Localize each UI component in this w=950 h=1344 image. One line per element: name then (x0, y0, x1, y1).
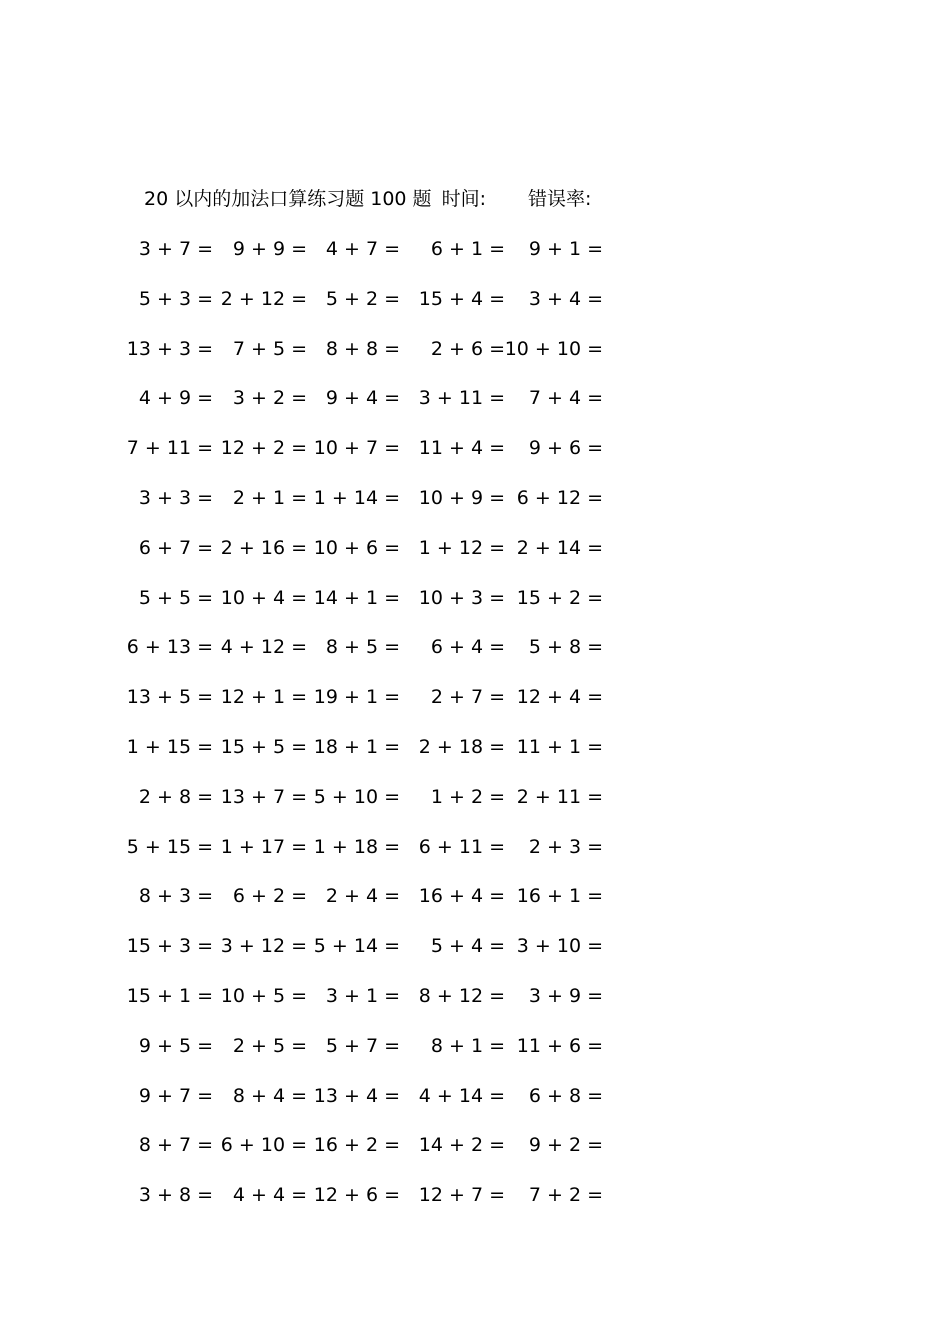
problem-row (138, 784, 630, 834)
problem-item: 10 + 6 = (313, 536, 400, 559)
problem-item: 7 + 2 = (528, 1184, 603, 1207)
problem-item: 6 + 12 = (516, 486, 603, 509)
problem-item: 7 + 11 = (126, 437, 213, 460)
problem-item: 2 + 11 = (516, 785, 603, 808)
problem-item: 1 + 18 = (313, 835, 400, 858)
problem-item: 13 + 7 = (220, 785, 307, 808)
problem-item: 11 + 4 = (418, 437, 505, 460)
error-rate-label: 错误率: (527, 188, 592, 210)
worksheet-header (144, 186, 591, 212)
time-label: 时间: (441, 188, 486, 210)
problem-item: 4 + 7 = (325, 238, 400, 260)
problem-item: 5 + 2 = (325, 287, 400, 310)
problem-item: 5 + 8 = (528, 636, 603, 659)
problem-row (138, 286, 630, 336)
problem-item: 7 + 5 = (232, 337, 307, 360)
problem-item: 4 + 4 = (232, 1184, 307, 1207)
problem-item: 3 + 10 = (516, 935, 603, 958)
problem-item: 3 + 1 = (325, 984, 400, 1007)
problem-item: 10 + 4 = (220, 586, 307, 609)
problem-item: 12 + 1 = (220, 686, 307, 709)
problem-item: 1 + 17 = (220, 835, 307, 858)
problem-row (138, 485, 630, 535)
problem-row (126, 634, 630, 684)
problem-item: 6 + 13 = (126, 636, 213, 659)
problem-item: 2 + 6 = (430, 337, 505, 360)
problem-item: 1 + 15 = (126, 735, 213, 758)
problem-item: 14 + 1 = (313, 586, 400, 609)
problem-item: 13 + 3 = (126, 337, 213, 360)
problem-item: 5 + 7 = (325, 1034, 400, 1057)
problem-row (126, 983, 630, 1033)
problem-row (138, 236, 630, 286)
problem-grid (126, 236, 630, 1232)
problem-item: 16 + 4 = (418, 885, 505, 908)
problem-item: 1 + 14 = (313, 486, 400, 509)
problem-item: 3 + 9 = (528, 984, 603, 1007)
problem-row (126, 834, 630, 884)
problem-item: 3 + 12 = (220, 935, 307, 958)
problem-item: 10 + 10 = (504, 337, 603, 360)
problem-item: 19 + 1 = (313, 686, 400, 709)
problem-item: 8 + 8 = (325, 337, 400, 360)
problem-item: 3 + 3 = (138, 486, 213, 509)
problem-item: 9 + 6 = (528, 437, 603, 460)
problem-item: 12 + 2 = (220, 437, 307, 460)
problem-item: 5 + 4 = (430, 935, 505, 958)
problem-item: 8 + 5 = (325, 636, 400, 659)
problem-item: 3 + 11 = (418, 387, 505, 410)
problem-item: 13 + 4 = (313, 1084, 400, 1107)
problem-item: 8 + 7 = (138, 1134, 213, 1157)
problem-item: 6 + 11 = (418, 835, 505, 858)
problem-item: 9 + 2 = (528, 1134, 603, 1157)
problem-item: 16 + 1 = (516, 885, 603, 908)
problem-row (138, 1033, 630, 1083)
problem-item: 10 + 3 = (418, 586, 505, 609)
problem-item: 14 + 2 = (418, 1134, 505, 1157)
problem-item: 12 + 7 = (418, 1184, 505, 1207)
problem-item: 3 + 2 = (232, 387, 307, 410)
problem-item: 6 + 10 = (220, 1134, 307, 1157)
problem-item: 11 + 1 = (516, 735, 603, 758)
problem-item: 9 + 7 = (138, 1084, 213, 1107)
problem-item: 8 + 1 = (430, 1034, 505, 1057)
problem-item: 3 + 8 = (138, 1184, 213, 1207)
problem-item: 2 + 8 = (138, 785, 213, 808)
problem-row (138, 385, 630, 435)
problem-item: 16 + 2 = (313, 1134, 400, 1157)
problem-item: 1 + 2 = (430, 785, 505, 808)
problem-item: 15 + 3 = (126, 935, 213, 958)
problem-item: 2 + 5 = (232, 1034, 307, 1057)
problem-item: 2 + 12 = (220, 287, 307, 310)
problem-item: 2 + 4 = (325, 885, 400, 908)
problem-item: 9 + 1 = (528, 238, 603, 260)
problem-item: 6 + 4 = (430, 636, 505, 659)
problem-item: 2 + 16 = (220, 536, 307, 559)
problem-item: 6 + 1 = (430, 238, 505, 260)
problem-item: 12 + 6 = (313, 1184, 400, 1207)
problem-item: 15 + 5 = (220, 735, 307, 758)
problem-item: 5 + 5 = (138, 586, 213, 609)
problem-item: 7 + 4 = (528, 387, 603, 410)
problem-row (138, 585, 630, 635)
problem-item: 1 + 12 = (418, 536, 505, 559)
problem-item: 2 + 14 = (516, 536, 603, 559)
problem-item: 6 + 2 = (232, 885, 307, 908)
problem-item: 9 + 5 = (138, 1034, 213, 1057)
problem-item: 4 + 9 = (138, 387, 213, 410)
problem-item: 2 + 3 = (528, 835, 603, 858)
problem-item: 6 + 8 = (528, 1084, 603, 1107)
problem-item: 3 + 7 = (138, 238, 213, 260)
problem-row (138, 535, 630, 585)
problem-row (126, 435, 630, 485)
problem-row (126, 684, 630, 734)
problem-item: 9 + 9 = (232, 238, 307, 260)
problem-item: 2 + 18 = (418, 735, 505, 758)
problem-item: 5 + 10 = (313, 785, 400, 808)
problem-item: 15 + 2 = (516, 586, 603, 609)
problem-item: 8 + 12 = (418, 984, 505, 1007)
problem-item: 5 + 3 = (138, 287, 213, 310)
problem-item: 13 + 5 = (126, 686, 213, 709)
problem-item: 11 + 6 = (516, 1034, 603, 1057)
problem-item: 18 + 1 = (313, 735, 400, 758)
problem-row (138, 1182, 630, 1232)
problem-item: 8 + 4 = (232, 1084, 307, 1107)
problem-row (126, 734, 630, 784)
problem-item: 12 + 4 = (516, 686, 603, 709)
problem-item: 10 + 9 = (418, 486, 505, 509)
problem-item: 8 + 3 = (138, 885, 213, 908)
problem-item: 15 + 1 = (126, 984, 213, 1007)
problem-item: 15 + 4 = (418, 287, 505, 310)
worksheet-title: 20 以内的加法口算练习题 100 题 (144, 188, 432, 210)
problem-item: 2 + 1 = (232, 486, 307, 509)
problem-item: 10 + 7 = (313, 437, 400, 460)
problem-row (138, 1132, 630, 1182)
problem-item: 4 + 12 = (220, 636, 307, 659)
problem-row (126, 336, 630, 386)
problem-item: 10 + 5 = (220, 984, 307, 1007)
problem-item: 9 + 4 = (325, 387, 400, 410)
problem-item: 2 + 7 = (430, 686, 505, 709)
problem-item: 5 + 15 = (126, 835, 213, 858)
problem-row (138, 1083, 630, 1133)
problem-item: 3 + 4 = (528, 287, 603, 310)
problem-item: 5 + 14 = (313, 935, 400, 958)
problem-item: 6 + 7 = (138, 536, 213, 559)
problem-row (138, 883, 630, 933)
problem-row (126, 933, 630, 983)
problem-item: 4 + 14 = (418, 1084, 505, 1107)
